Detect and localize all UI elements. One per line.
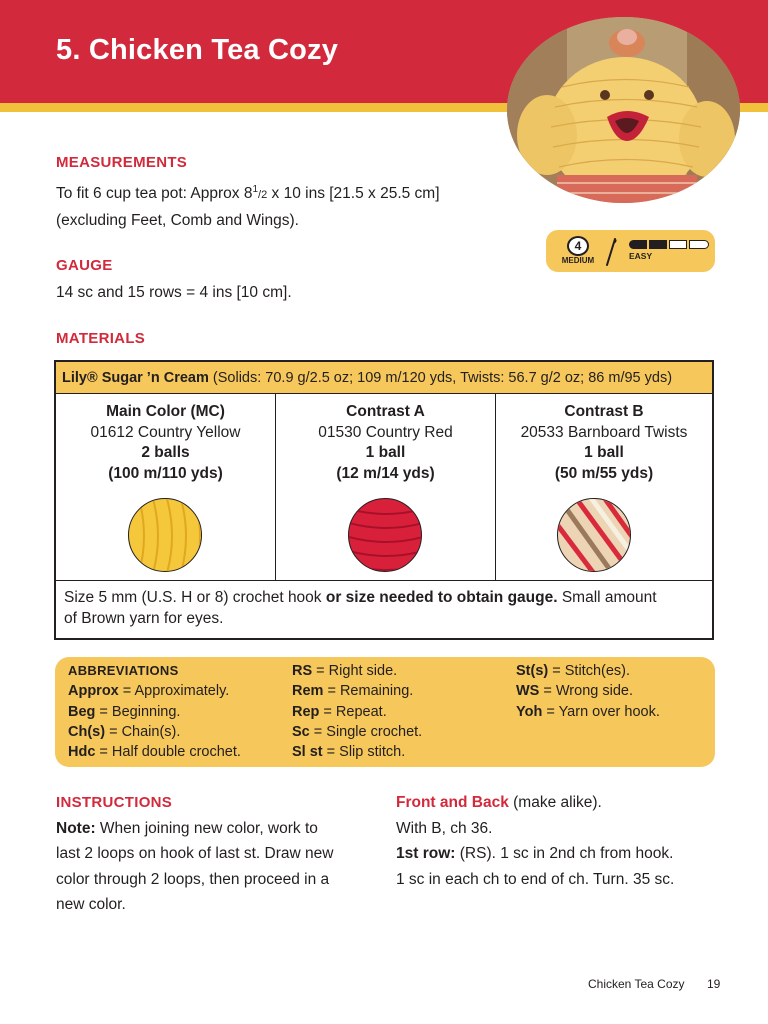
abbreviations-col-2: [292, 661, 422, 762]
color-length: (100 m/110 yds): [108, 464, 223, 482]
yarn-brand: Lily® Sugar ’n Cream: [62, 370, 209, 386]
color-title: Contrast A: [346, 403, 425, 420]
yarn-swatch-yellow: [128, 498, 202, 572]
measurements-text: [56, 177, 526, 233]
with-b-step: With B, ch 36.: [396, 819, 493, 837]
color-column-b: [496, 394, 712, 580]
measurements-heading: MEASUREMENTS: [56, 154, 188, 171]
color-qty: 2 balls: [141, 444, 190, 461]
abbr-item: Beg = Beginning.: [68, 703, 181, 720]
color-title: Main Color (MC): [106, 403, 225, 420]
abbr-item: RS = Right side.: [292, 663, 398, 679]
front-back-heading: Front and Back (make alike).: [396, 794, 602, 811]
color-qty: 1 ball: [365, 444, 406, 461]
color-title: Contrast B: [564, 403, 644, 420]
color-shade: 01530 Country Red: [318, 423, 453, 441]
level-bar-3: [669, 240, 687, 249]
page-title: 5. Chicken Tea Cozy: [56, 34, 339, 66]
measurements-line-1: To fit 6 cup tea pot: Approx $8^1/2$ x 10 ins [21.5 x 25.5 cm]: [56, 184, 440, 203]
abbr-item: Hdc = Half double crochet.: [68, 744, 241, 761]
yarn-weight-icon: [556, 234, 600, 268]
skill-level-label: EASY: [629, 251, 653, 261]
abbr-item: Rem = Remaining.: [292, 683, 414, 700]
color-shade: 01612 Country Yellow: [90, 423, 241, 441]
abbr-item: Sc = Single crochet.: [292, 723, 423, 740]
gauge-heading: GAUGE: [56, 257, 113, 274]
abbreviations-col-1: [68, 661, 241, 762]
yarn-swatch-twists: [557, 498, 631, 572]
yarn-header-row: [56, 362, 712, 394]
abbr-item: Approx = Approximately.: [68, 683, 230, 700]
color-length: (50 m/55 yds): [554, 464, 654, 482]
level-bar-2: [649, 240, 667, 249]
skill-level-bars: [629, 240, 711, 250]
yarn-swatch-red: [348, 498, 422, 572]
measurements-line-2: (excluding Feet, Comb and Wings).: [56, 212, 299, 230]
footer-title: Chicken Tea Cozy: [588, 977, 685, 991]
yarn-weight-number: 4: [567, 236, 589, 256]
materials-table: [54, 360, 714, 640]
instructions-column-right: [396, 790, 726, 892]
abbreviations-col-3: [516, 661, 660, 722]
color-shade: 20533 Barnboard Twists: [520, 423, 688, 441]
instructions-column-left: [56, 790, 376, 918]
level-bar-4: [689, 240, 709, 249]
abbr-item: Sl st = Slip stitch.: [292, 744, 406, 761]
level-bar-1: [629, 240, 647, 249]
page-number: 19: [707, 977, 721, 991]
materials-heading: MATERIALS: [56, 330, 146, 347]
yarn-details: (Solids: 70.9 g/2.5 oz; 109 m/120 yds, Twists: 56.7 g/2 oz; 86 m/95 yds): [208, 370, 673, 386]
color-column-a: [276, 394, 496, 580]
abbr-item: Yoh = Yarn over hook.: [516, 703, 660, 720]
abbr-item: Rep = Repeat.: [292, 703, 387, 720]
abbr-item: WS = Wrong side.: [516, 683, 633, 700]
abbr-item: St(s) = Stitch(es).: [516, 663, 631, 679]
abbreviations-heading: ABBREVIATIONS: [68, 663, 179, 678]
instructions-heading: INSTRUCTIONS: [56, 794, 173, 811]
row-1-step: 1st row: (RS). 1 sc in 2nd ch from hook. 1 sc in each ch to end of ch. Turn. 35 sc.: [396, 845, 675, 888]
color-column-mc: [56, 394, 276, 580]
color-length: (12 m/14 yds): [336, 464, 435, 482]
yarn-weight-label: MEDIUM: [561, 256, 595, 265]
chicken-tea-cozy-photo: [507, 17, 740, 203]
crochet-hook-icon: [604, 237, 618, 267]
abbreviations-box: [55, 657, 715, 767]
abbr-item: Ch(s) = Chain(s).: [68, 723, 181, 740]
gauge-text: 14 sc and 15 rows = 4 ins [10 cm].: [56, 284, 292, 301]
instructions-note: Note: When joining new color, work to last 2 loops on hook of last st. Draw new color through 2 loops, then proceed in a new color.: [56, 819, 334, 913]
color-qty: 1 ball: [584, 444, 624, 461]
hook-requirements: Size 5 mm (U.S. H or 8) crochet hook or size needed to obtain gauge. Small amount of Brown yarn for eyes.: [56, 580, 712, 638]
